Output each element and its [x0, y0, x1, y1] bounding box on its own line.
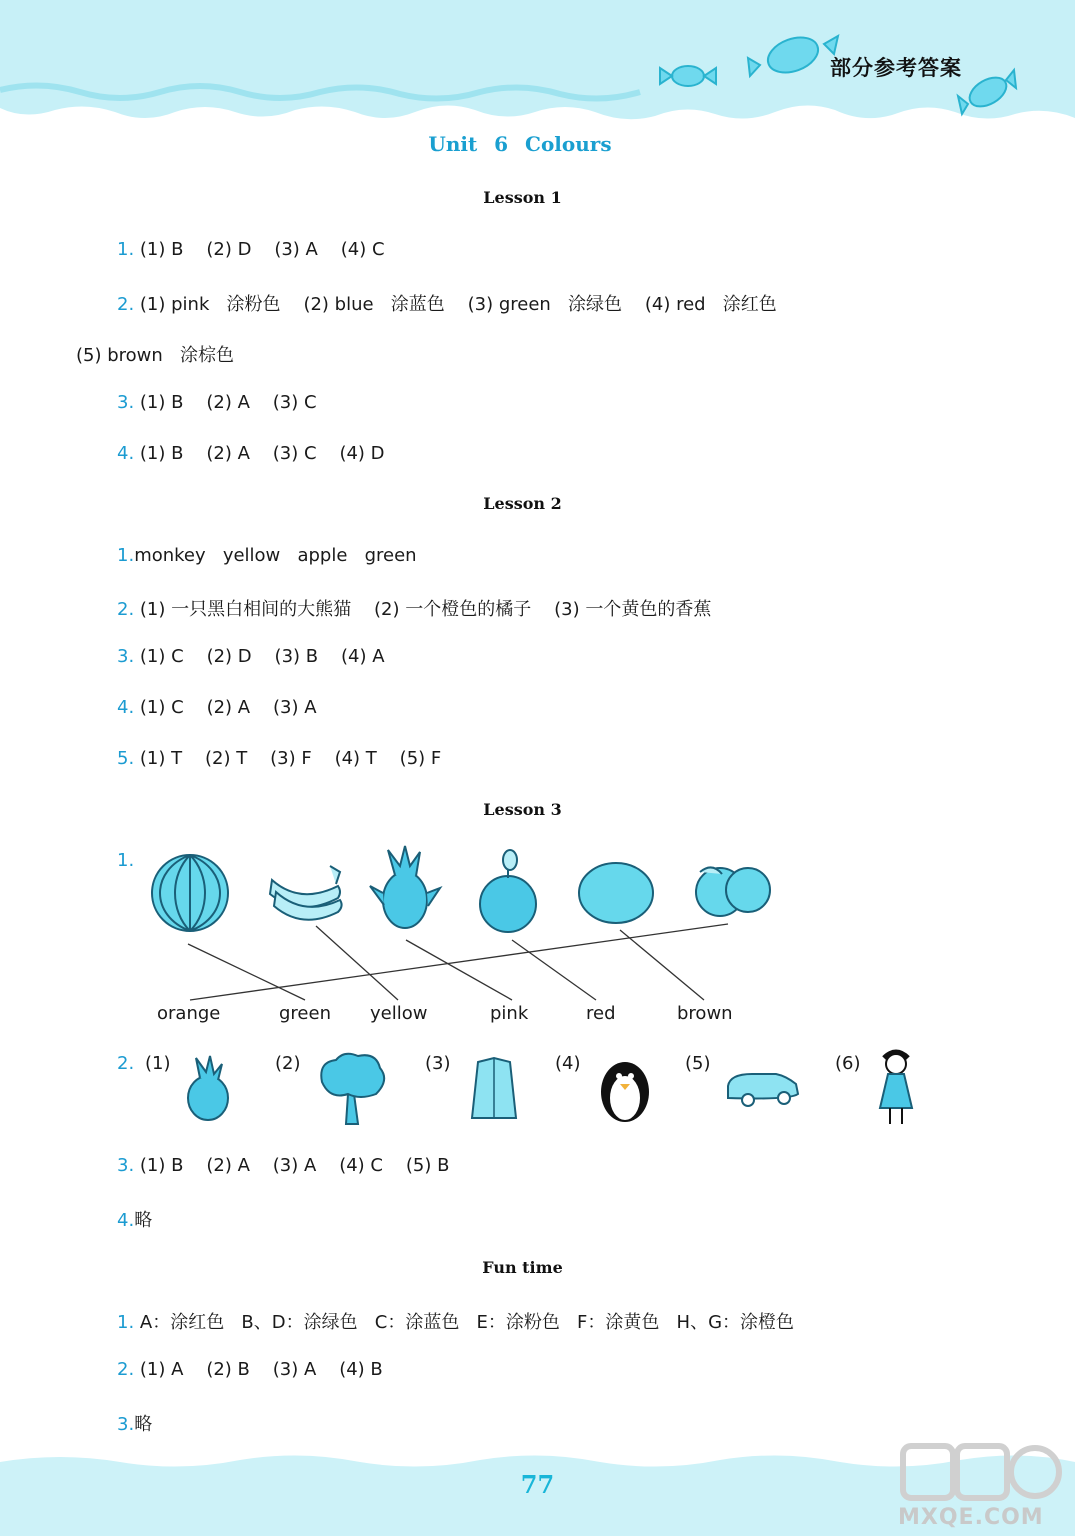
bananas-icon	[270, 866, 342, 920]
sub-question-label: (6)	[835, 1053, 861, 1074]
watermark-text: MXQE.COM	[898, 1505, 1044, 1530]
answer-line	[117, 1308, 794, 1334]
color-word: yellow	[370, 1003, 428, 1024]
header-band	[0, 0, 1075, 130]
answer-text: (1) C (2) A (3) A	[134, 697, 317, 718]
answer-text: (1) C (2) D (3) B (4) A	[134, 646, 385, 667]
section-title: 部分参考答案	[830, 56, 962, 80]
apple-icon	[480, 850, 536, 932]
sub-question-label: (5)	[685, 1053, 711, 1074]
answer-line	[117, 239, 385, 260]
question-number: 1.	[117, 850, 135, 871]
girl-icon	[880, 1052, 912, 1124]
sub-question-label: (4)	[555, 1053, 581, 1074]
lesson-heading: Lesson 3	[483, 800, 562, 819]
answer-text: (1) 一只黑白相间的大熊猫 (2) 一个橙色的橘子 (3) 一个黄色的香蕉	[134, 599, 712, 620]
answer-line	[117, 1359, 383, 1380]
unit-title: Unit 6 Colours	[428, 132, 612, 156]
answer-line	[117, 392, 317, 413]
answer-line	[117, 1155, 449, 1176]
answer-text: (1) B (2) A (3) C	[134, 392, 317, 413]
sub-question-label: (3)	[425, 1053, 451, 1074]
question-number: 2.	[117, 599, 135, 620]
question-number: 2.	[117, 1053, 135, 1074]
answer-text: (1) B (2) A (3) C (4) D	[134, 443, 385, 464]
melon-icon	[579, 863, 653, 923]
answer-text: A：涂红色 B、D：涂绿色 C：涂蓝色 E：涂粉色 F：涂黄色 H、G：涂橙色	[134, 1312, 795, 1333]
penguin-icon	[601, 1062, 649, 1122]
dragon-fruit-icon	[370, 846, 440, 928]
color-word: brown	[677, 1003, 733, 1024]
answer-line	[117, 595, 711, 621]
question-number: 1.	[117, 1312, 135, 1333]
question-number: 1.	[117, 545, 135, 566]
sub-question-label: (1)	[145, 1053, 171, 1074]
oranges-icon	[696, 867, 770, 916]
dragon-fruit-icon	[188, 1056, 228, 1120]
answer-text: 略	[134, 1414, 153, 1435]
answer-line	[117, 646, 385, 667]
shirt-icon	[472, 1058, 516, 1118]
answer-text: (1) A (2) B (3) A (4) B	[134, 1359, 383, 1380]
tree-icon	[321, 1054, 384, 1124]
matching-lines	[188, 924, 728, 1000]
answer-line	[117, 697, 317, 718]
answer-line	[117, 1053, 134, 1074]
page-number: 77	[520, 1470, 555, 1499]
answer-line	[117, 1206, 152, 1232]
question-number: 3.	[117, 646, 135, 667]
answer-text: monkey yellow apple green	[134, 545, 417, 566]
question-number: 3.	[117, 392, 135, 413]
answer-text: (1) pink 涂粉色 (2) blue 涂蓝色 (3) green 涂绿色 (4) red 涂红色	[134, 294, 777, 315]
answer-text: 略	[134, 1210, 153, 1231]
question-number: 4.	[117, 1210, 135, 1231]
answer-line	[117, 290, 777, 316]
color-word: pink	[490, 1003, 529, 1024]
car-icon	[728, 1074, 798, 1106]
question-number: 1.	[117, 239, 135, 260]
question-number: 3.	[117, 1155, 135, 1176]
sub-question-label: (2)	[275, 1053, 301, 1074]
question-number: 3.	[117, 1414, 135, 1435]
question-number: 5.	[117, 748, 135, 769]
answer-text: (5) brown 涂棕色	[76, 345, 234, 366]
question-number: 2.	[117, 294, 135, 315]
answer-text: (1) T (2) T (3) F (4) T (5) F	[134, 748, 442, 769]
answer-line	[117, 545, 417, 566]
lesson-heading: Lesson 2	[483, 494, 562, 513]
answer-line	[117, 748, 441, 769]
question-number: 4.	[117, 443, 135, 464]
color-word: orange	[157, 1003, 221, 1024]
watermelon-icon	[152, 855, 228, 931]
question-number: 2.	[117, 1359, 135, 1380]
answer-line	[117, 443, 385, 464]
answer-line	[117, 850, 134, 871]
answer-line	[117, 1410, 152, 1436]
lesson-heading: Fun time	[482, 1258, 563, 1277]
answer-text: (1) B (2) D (3) A (4) C	[134, 239, 385, 260]
answer-line	[76, 341, 234, 367]
color-word: red	[586, 1003, 616, 1024]
color-word: green	[279, 1003, 331, 1024]
answer-text: (1) B (2) A (3) A (4) C (5) B	[134, 1155, 450, 1176]
question-number: 4.	[117, 697, 135, 718]
lesson-heading: Lesson 1	[483, 188, 562, 207]
